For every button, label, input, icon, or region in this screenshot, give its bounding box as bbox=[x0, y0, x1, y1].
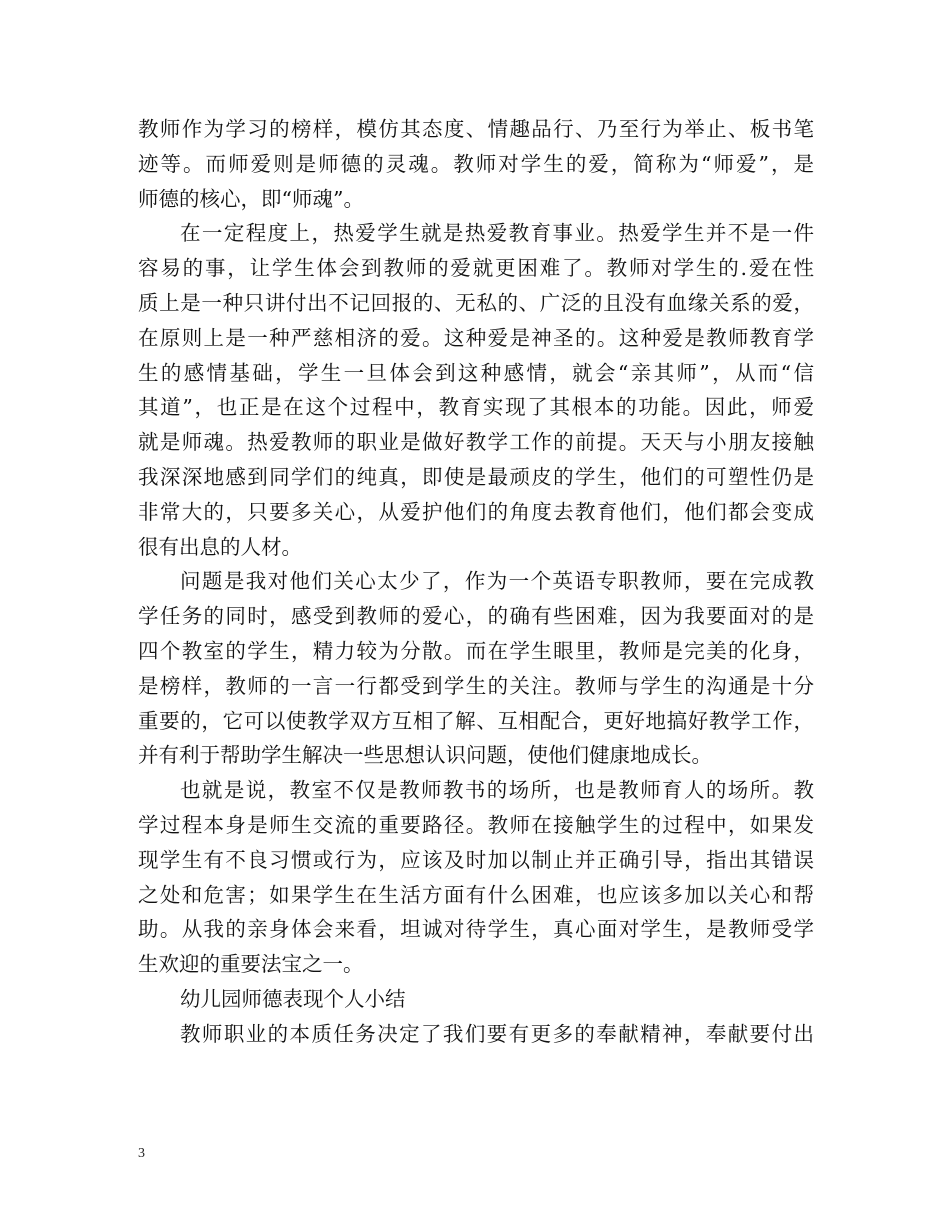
text-line: 其道”，也正是在这个过程中，教育实现了其根本的功能。因此，师爱 bbox=[138, 395, 814, 420]
text-line: 教师作为学习的榜样，模仿其态度、情趣品行、乃至行为举止、板书笔 bbox=[138, 117, 814, 141]
text-line: 是榜样，教师的一言一行都受到学生的关注。教师与学生的沟通是十分 bbox=[138, 673, 814, 698]
body-text bbox=[138, 112, 814, 1052]
text-line: 幼儿园师德表现个人小结 bbox=[180, 986, 406, 1011]
text-line: 学任务的同时，感受到教师的爱心，的确有些困难，因为我要面对的是 bbox=[138, 604, 814, 629]
text-line: 在原则上是一种严慈相济的爱。这种爱是神圣的。这种爱是教师教育学 bbox=[138, 325, 814, 350]
text-line: 之处和危害；如果学生在生活方面有什么困难，也应该多加以关心和帮 bbox=[138, 882, 814, 907]
text-line: 也就是说，教室不仅是教师教书的场所，也是教师育人的场所。教 bbox=[180, 778, 814, 803]
text-line: 现学生有不良习惯或行为，应该及时加以制止并正确引导，指出其错误 bbox=[138, 847, 814, 872]
text-line: 很有出息的人材。 bbox=[138, 534, 302, 559]
text-line: 并有利于帮助学生解决一些思想认识问题，使他们健康地成长。 bbox=[138, 743, 712, 768]
text-line: 重要的，它可以使教学双方互相了解、互相配合，更好地搞好教学工作， bbox=[138, 708, 814, 733]
text-line: 容易的事，让学生体会到教师的爱就更困难了。教师对学生的.爱在性 bbox=[138, 256, 814, 281]
text-line: 生的感情基础，学生一旦体会到这种感情，就会“亲其师”，从而“信 bbox=[138, 360, 814, 385]
text-line: 在一定程度上，热爱学生就是热爱教育事业。热爱学生并不是一件 bbox=[180, 221, 814, 246]
text-line: 教师职业的本质任务决定了我们要有更多的奉献精神，奉献要付出 bbox=[180, 1021, 814, 1046]
text-line: 就是师魂。热爱教师的职业是做好教学工作的前提。天天与小朋友接触 bbox=[138, 430, 814, 455]
page-number: 3 bbox=[138, 1146, 145, 1161]
text-line: 四个教室的学生，精力较为分散。而在学生眼里，教师是完美的化身， bbox=[138, 638, 814, 663]
text-line: 我深深地感到同学们的纯真，即使是最顽皮的学生，他们的可塑性仍是 bbox=[138, 464, 814, 489]
text-line: 生欢迎的重要法宝之一。 bbox=[138, 952, 364, 977]
text-line: 质上是一种只讲付出不记回报的、无私的、广泛的且没有血缘关系的爱， bbox=[138, 290, 814, 315]
text-line: 问题是我对他们关心太少了，作为一个英语专职教师，要在完成教 bbox=[180, 569, 814, 594]
text-line: 师德的核心，即“师魂”。 bbox=[138, 186, 364, 211]
text-line: 非常大的，只要多关心，从爱护他们的角度去教育他们，他们都会变成 bbox=[138, 499, 814, 524]
text-line: 学过程本身是师生交流的重要路径。教师在接触学生的过程中，如果发 bbox=[138, 812, 814, 837]
text-line: 迹等。而师爱则是师德的灵魂。教师对学生的爱，简称为“师爱”，是 bbox=[138, 151, 814, 176]
text-line: 助。从我的亲身体会来看，坦诚对待学生，真心面对学生，是教师受学 bbox=[138, 917, 814, 942]
